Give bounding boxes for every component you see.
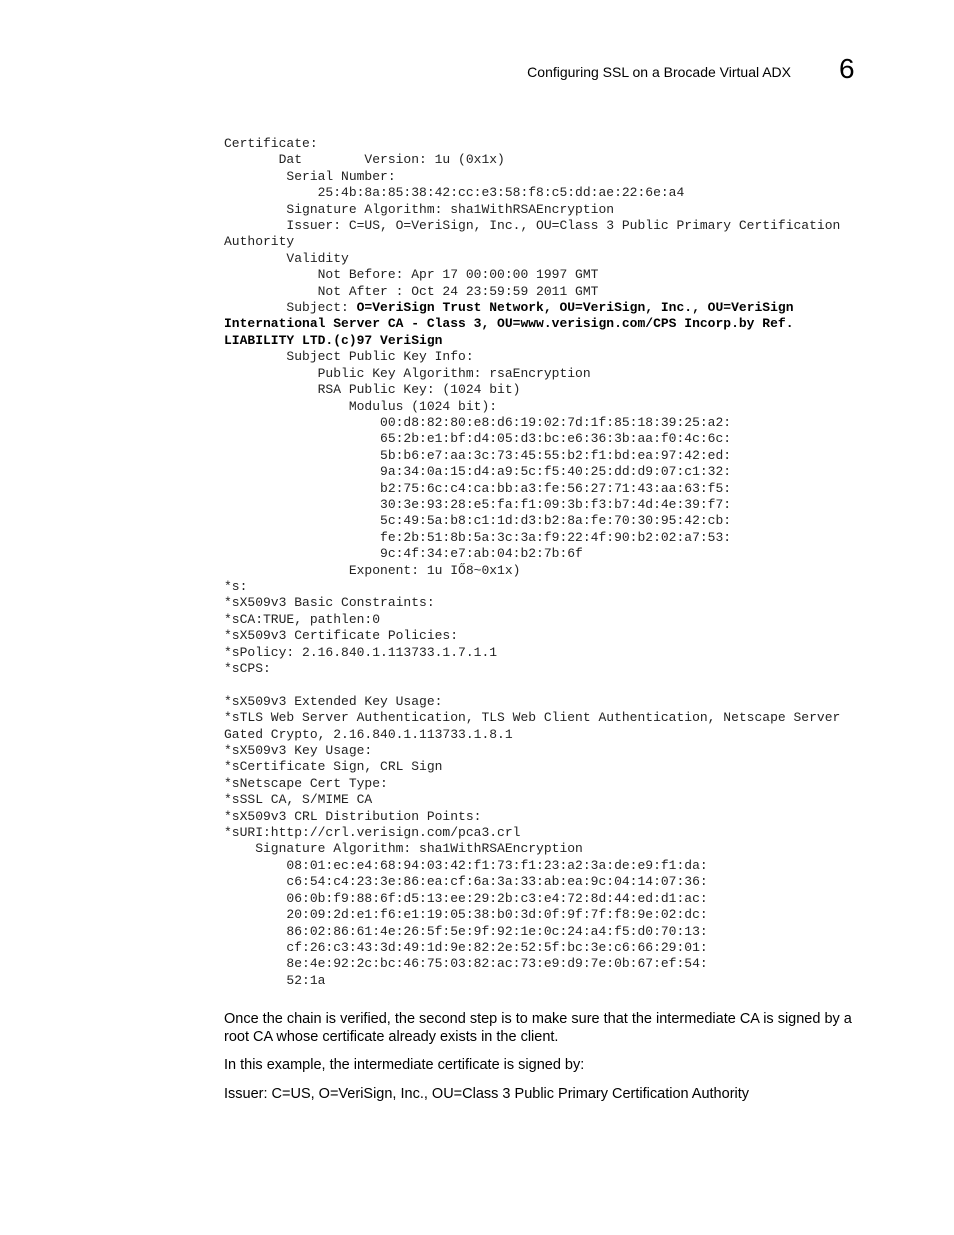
certificate-code-block bbox=[224, 136, 840, 989]
paragraph-issuer: Issuer: C=US, O=VeriSign, Inc., OU=Class 3 Public Primary Certification Authority bbox=[224, 1086, 750, 1102]
subject-bold-text: O=VeriSign Trust Network, OU=VeriSign, Inc., OU=VeriSign International Server CA - Class 3, OU=www.verisign.com/CPS Incorp.by Ref. LIABILITY LTD.(c)97 VeriSign bbox=[224, 300, 794, 348]
paragraph-chain-verified: Once the chain is verified, the second step is to make sure that the intermediate CA is signed by a root CA whose certificate already exists in the client. bbox=[224, 1011, 852, 1045]
paragraph-example: In this example, the intermediate certificate is signed by: bbox=[224, 1057, 585, 1073]
chapter-title: Configuring SSL on a Brocade Virtual ADX bbox=[527, 64, 791, 80]
code-segment-1: Certificate: Dat Version: 1u (0x1x) Serial Number: 25:4b:8a:85:38:42:cc:e3:58:f8:c5:dd:ae:22:6e:a4 Signature Algorithm: sha1WithRSAEncryption Issuer: C=US, O=VeriSign, Inc., OU=Class 3 Public Primary Certification Authority Validity Not Before: Apr 17 00:00:00 1997 GMT Not After : Oct 24 23:59:59 2011 GMT Subject: bbox=[224, 136, 841, 316]
code-segment-2: Subject Public Key Info: Public Key Algorithm: rsaEncryption RSA Public Key: (1024 bit) Modulus (1024 bit): 00:d8:82:80:e8:d6:19:02:7d:1f:85:18:39:25:a2: 65:2b:e1:bf:d4:05:d3:bc:e6:36:3b:aa:f0:4c:6c: 5b:b6:e7:aa:3c:73:45:55:b2:f1:bd:ea:97:42:ed: 9a:34:0a:15:d4:a9:5c:f5:40:25:dd:d9:07:c1:32: b2:75:6c:c4:ca:bb:a3:fe:56:27:71:43:aa:63:f5: 30:3e:93:28:e5:fa:f1:09:3b:f3:b7:4d:4e:39:f7: 5c:49:5a:b8:c1:1d:d3:b2:8a:fe:70:30:95:42:cb: fe:2b:51:8b:5a:3c:3a:f9:22:4f:90:b2:02:a7:53: 9c:4f:34:e7:ab:04:b2:7b:6f Exponent: 1u IŐ8~0x1x) *s: *sX509v3 Basic Constraints: *sCA:TRUE, pathlen:0 *sX509v3 Certificate Policies: *sPolicy: 2.16.840.1.113733.1.7.1.1 *sCPS: *sX509v3 Extended Key Usage: *sTLS Web Server Authentication, TLS Web Client Authentication, Netscape Server Gated Crypto, 2.16.840.1.113733.1.8.1 *sX509v3 Key Usage: *sCertificate Sign, CRL Sign *sNetscape Cert Type: *sSSL CA, S/MIME CA *sX509v3 CRL Distribution Points: *sURI:http://crl.verisign.com/pca3.crl Signature Algorithm: sha1WithRSAEncryption 08:01:ec:e4:68:94:03:42:f1:73:f1:23:a2:3a:de:e9:f1:da: c6:54:c4:23:3e:86:ea:cf:6a:3a:33:ab:ea:9c:04:14:07:36: 06:0b:f9:88:6f:d5:13:ee:29:2b:c3:e4:72:8d:44:ed:d1:ac: 20:09:2d:e1:f6:e1:19:05:38:b0:3d:0f:9f:7f:f8:9e:02:dc: 86:02:86:61:4e:26:5f:5e:9f:92:1e:0c:24:a4:f5:d0:70:13: cf:26:c3:43:3d:49:1d:9e:82:2e:52:5f:bc:3e:c6:66:29:01: 8e:4e:92:2c:bc:46:75:03:82:ac:73:e9:d9:7e:0b:67:ef:54: 52:1a bbox=[224, 349, 841, 988]
chapter-number: 6 bbox=[839, 53, 855, 84]
